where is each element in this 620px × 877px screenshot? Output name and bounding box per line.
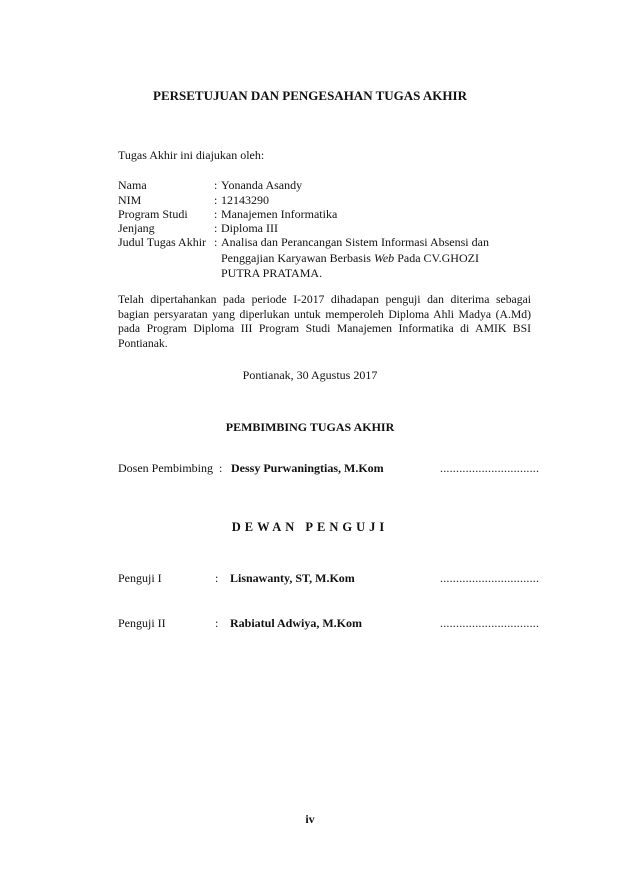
- title-text-a: Penggajian Karyawan Berbasis: [221, 251, 374, 265]
- field-value: Diploma III: [221, 221, 278, 235]
- advisor-colon: :: [219, 461, 223, 475]
- examiner-colon: :: [215, 571, 219, 585]
- field-row-program-studi: [118, 207, 538, 222]
- examiner-name: Lisnawanty, ST, M.Kom: [230, 571, 355, 585]
- title-continuation-line: [221, 251, 479, 266]
- field-row-nama: [118, 178, 538, 193]
- advisor-label: Dosen Pembimbing: [118, 461, 213, 475]
- field-value: Manajemen Informatika: [221, 207, 338, 221]
- field-label: Judul Tugas Akhir: [118, 235, 207, 249]
- field-value: Analisa dan Perancangan Sistem Informasi Absensi dan: [221, 235, 489, 249]
- field-label: NIM: [118, 193, 142, 207]
- field-colon: :: [214, 235, 218, 249]
- field-value: Yonanda Asandy: [221, 178, 303, 192]
- signature-line: ...............................: [440, 616, 540, 630]
- examiner-colon: :: [215, 616, 219, 630]
- title-text-b: Pada CV.GHOZI: [394, 251, 479, 265]
- intro-text: Tugas Akhir ini diajukan oleh:: [118, 148, 265, 162]
- field-colon: :: [214, 178, 218, 192]
- examiner-section-title: DEWAN PENGUJI: [231, 520, 389, 534]
- page-number: iv: [305, 812, 315, 826]
- field-label: Nama: [118, 178, 147, 192]
- examiner-signature-row: [118, 616, 538, 632]
- date-line: Pontianak, 30 Agustus 2017: [242, 368, 378, 382]
- field-row-jenjang: [118, 221, 538, 236]
- title-text-italic: Web: [373, 251, 395, 265]
- approval-paragraph: Telah dipertahankan pada periode I-2017 dihadapan penguji dan diterima sebagai bagian persyaratan yang diperlukan untuk memperoleh Diploma Ahli Madya (A.Md) pada Program Diploma III Program Studi Manajemen Informatika di AMIK BSI Pontianak.: [118, 293, 531, 351]
- examiner-signature-row: [118, 571, 538, 587]
- page-title: PERSETUJUAN DAN PENGESAHAN TUGAS AKHIR: [153, 88, 467, 103]
- field-row-nim: [118, 193, 538, 208]
- field-colon: :: [214, 193, 218, 207]
- field-value: 12143290: [221, 193, 269, 207]
- title-continuation-line: PUTRA PRATAMA.: [221, 266, 323, 280]
- field-label: Jenjang: [118, 221, 155, 235]
- advisor-section-title: PEMBIMBING TUGAS AKHIR: [225, 420, 395, 434]
- field-label: Program Studi: [118, 207, 188, 221]
- examiner-name: Rabiatul Adwiya, M.Kom: [230, 616, 363, 630]
- field-row-judul: [118, 235, 538, 250]
- field-colon: :: [214, 221, 218, 235]
- signature-line: ...............................: [440, 461, 540, 475]
- field-colon: :: [214, 207, 218, 221]
- examiner-label: Penguji II: [118, 616, 166, 630]
- signature-line: ...............................: [440, 571, 540, 585]
- advisor-signature-row: [118, 461, 538, 477]
- examiner-label: Penguji I: [118, 571, 162, 585]
- advisor-name: Dessy Purwaningtias, M.Kom: [231, 461, 384, 475]
